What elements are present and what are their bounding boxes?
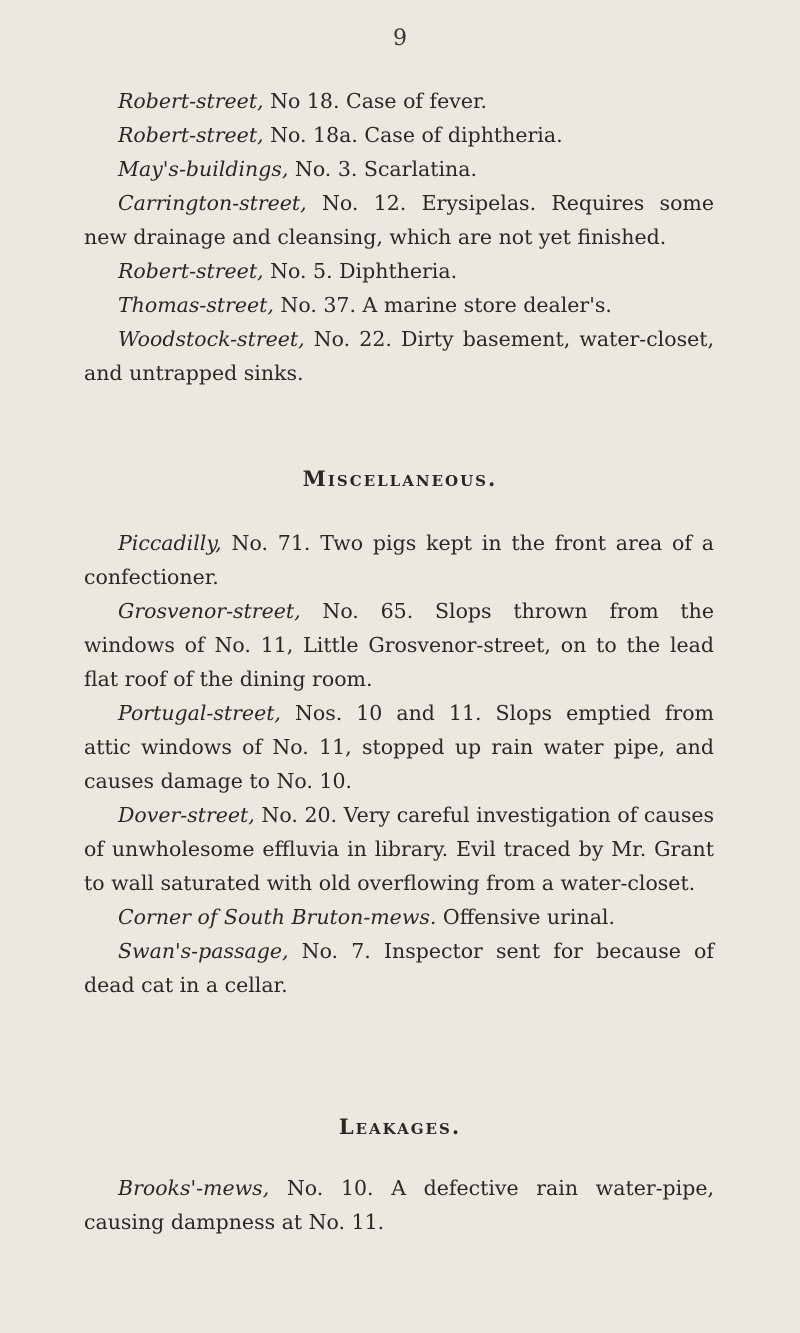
entry-place: Woodstock-street, — [118, 327, 305, 351]
entry-text: No. 5. Diphtheria. — [263, 259, 458, 283]
entry-text: No. 12. Erysipelas. Requires some new drainage and cleansing, which are not yet finished. — [84, 191, 714, 249]
entry-place: Swan's-passage, — [118, 939, 289, 963]
section-heading-leakages: Leakages. — [338, 1114, 462, 1139]
entry — [84, 288, 714, 322]
entry — [84, 526, 714, 594]
entries-leakages — [84, 1171, 714, 1239]
entry — [84, 696, 714, 798]
entry-text: No. 20. Very careful investigation of causes of unwholesome effluvia in library. Evil traced by Mr. Grant to wall saturated with old overflowing from a water-closet. — [84, 803, 714, 895]
entry-place: Grosvenor-street, — [118, 599, 301, 623]
entry-place: Portugal-street, — [118, 701, 281, 725]
entries-top — [84, 84, 714, 390]
entry-text: No. 71. Two pigs kept in the front area of a confectioner. — [84, 531, 714, 589]
entry-place: Piccadilly, — [118, 531, 222, 555]
entry-text: Offensive urinal. — [436, 905, 615, 929]
entry-place: Corner of South Bruton-mews. — [118, 905, 437, 929]
entries-miscellaneous — [84, 526, 714, 1002]
entry — [84, 186, 714, 254]
entry-text: Nos. 10 and 11. Slops emptied from attic windows of No. 11, stopped up rain water pipe, and causes damage to No. 10. — [84, 701, 714, 793]
entry-text: No. 37. A marine store dealer's. — [273, 293, 612, 317]
entry — [84, 934, 714, 1002]
entry-text: No. 10. A defective rain water-pipe, causing dampness at No. 11. — [84, 1176, 714, 1234]
entry-text: No. 7. Inspector sent for because of dead cat in a cellar. — [84, 939, 714, 997]
entry-place: Dover-street, — [118, 803, 255, 827]
page-number: 9 — [393, 26, 407, 51]
entry — [84, 322, 714, 390]
entry-place: Thomas-street, — [118, 293, 274, 317]
entry — [84, 798, 714, 900]
entry-text: No. 65. Slops thrown from the windows of No. 11, Little Grosvenor-street, on to the lead flat roof of the dining room. — [84, 599, 714, 691]
entry — [84, 254, 714, 288]
entry — [84, 1171, 714, 1239]
entry — [84, 84, 714, 118]
entry — [84, 594, 714, 696]
entry-text: No. 3. Scarlatina. — [288, 157, 477, 181]
entry — [84, 118, 714, 152]
entry — [84, 900, 714, 934]
entry-place: Robert-street, — [118, 259, 264, 283]
entry-place: Robert-street, — [118, 123, 264, 147]
entry-place: May's-buildings, — [118, 157, 289, 181]
section-heading-miscellaneous: Miscellaneous. — [302, 466, 498, 491]
entry — [84, 152, 714, 186]
entry-text: No. 18a. Case of diphtheria. — [263, 123, 563, 147]
entry-place: Robert-street, — [118, 89, 264, 113]
entry-place: Brooks'-mews, — [118, 1176, 270, 1200]
entry-text: No 18. Case of fever. — [263, 89, 488, 113]
entry-text: No. 22. Dirty basement, water-closet, and untrapped sinks. — [84, 327, 714, 385]
entry-place: Carrington-street, — [118, 191, 307, 215]
